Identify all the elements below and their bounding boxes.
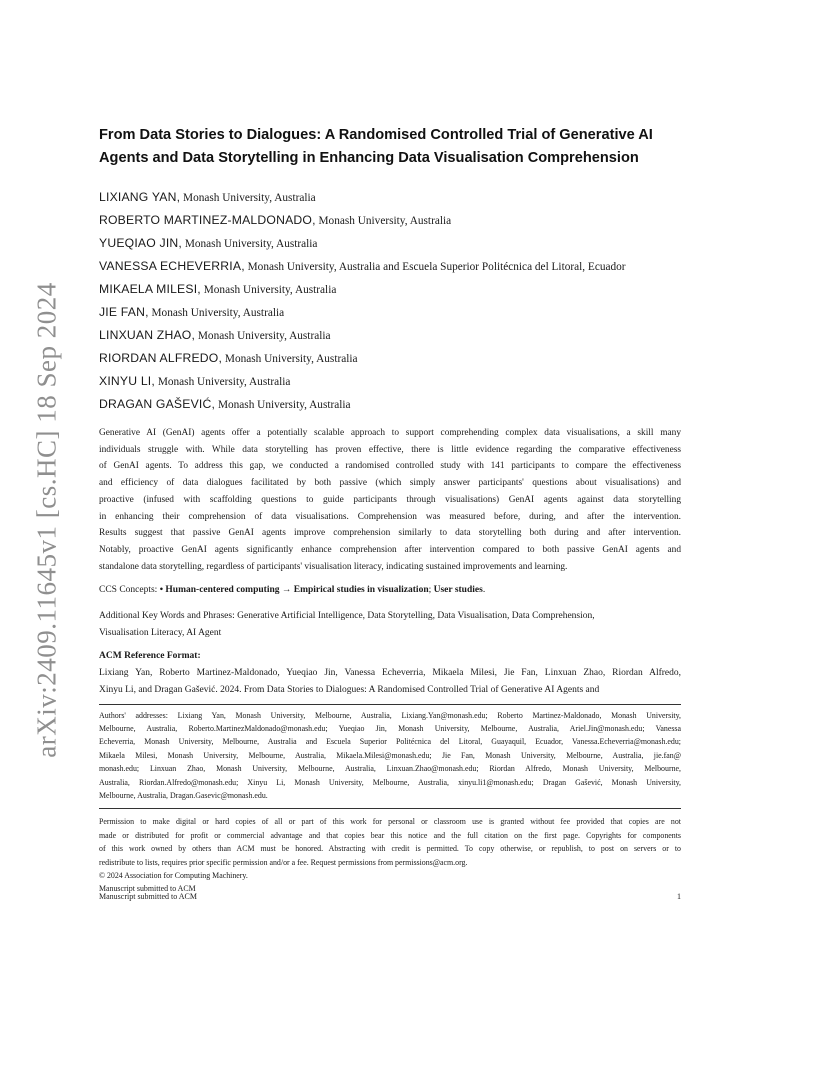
author-affiliation: Monash University, Australia	[224, 353, 358, 365]
author-entry	[99, 186, 681, 209]
permission-line: Permission to make digital or hard copies of all or part of this work for personal or classroom use is granted without fee provided that copies are not	[99, 817, 681, 827]
abstract	[99, 425, 681, 575]
address-line: Echeverria, Monash University, Melbourne, Australia and Escuela Superior Politécnica del Litoral, Guayaquil, Ecuador, Vanessa.Echeverria@monash.edu;	[99, 737, 681, 747]
divider	[99, 704, 681, 705]
permission-notice	[99, 815, 681, 895]
author-entry	[99, 232, 681, 255]
author-affiliation: Monash University, Australia	[183, 192, 316, 204]
abstract-line: proactive (infused with scaffolding questions to guide participants through visualisations) GenAI agents against data storytelling	[99, 494, 681, 505]
page-number: 1	[677, 892, 681, 901]
author-name: DRAGAN GAŠEVIĆ,	[99, 397, 216, 411]
ccs-bullet: •	[159, 585, 166, 596]
author-addresses	[99, 709, 681, 803]
author-name: ROBERTO MARTINEZ-MALDONADO,	[99, 213, 316, 227]
author-name: VANESSA ECHEVERRIA,	[99, 259, 245, 273]
ccs-concepts	[99, 582, 681, 599]
ccs-concept: Human-centered computing → Empirical studies in visualization	[165, 585, 429, 596]
author-entry	[99, 370, 681, 393]
author-name: RIORDAN ALFREDO,	[99, 351, 223, 365]
author-name: LIXIANG YAN,	[99, 190, 181, 204]
address-line: monash.edu; Linxuan Zhao, Monash University, Melbourne, Australia, Linxuan.Zhao@monash.edu; Riordan Alfredo, Monash University, Melbourne,	[99, 764, 681, 774]
abstract-line: Results suggest that passive GenAI agents improve comprehension similarly to data storytelling both during and after intervention.	[99, 528, 681, 539]
address-line: Authors' addresses: Lixiang Yan, Monash University, Melbourne, Australia, Lixiang.Yan@monash.edu; Roberto Martinez-Maldonado, Monash University,	[99, 710, 681, 720]
author-entry	[99, 347, 681, 370]
author-name: XINYU LI,	[99, 374, 155, 388]
author-entry	[99, 324, 681, 347]
abstract-line: standalone data storytelling, regardless of participants' visualisation literacy, indicating sustained improvements and learning.	[99, 561, 568, 572]
author-name: LINXUAN ZHAO,	[99, 328, 196, 342]
keywords-line: Additional Key Words and Phrases: Generative Artificial Intelligence, Data Storytelling, Data Visualisation, Data Comprehension,	[99, 611, 595, 622]
author-affiliation: Monash University, Australia	[184, 238, 318, 250]
arxiv-identifier-stamp: arXiv:2409.11645v1 [cs.HC] 18 Sep 2024	[31, 282, 62, 758]
author-entry	[99, 393, 681, 416]
footer-manuscript-label: Manuscript submitted to ACM	[99, 892, 197, 901]
abstract-line: in enhancing their comprehension of data visualisations. Comprehension was measured before, during, and after the intervention.	[99, 511, 681, 522]
author-list	[99, 186, 681, 416]
ccs-separator: ;	[428, 585, 434, 596]
permission-line: of this work owned by others than ACM must be honored. Abstracting with credit is permitted. To copy otherwise, or republish, to post on servers or to	[99, 844, 681, 854]
author-affiliation: Monash University, Australia	[157, 376, 291, 388]
permission-line: made or distributed for profit or commercial advantage and that copies bear this notice and the full citation on the first page. Copyrights for components	[99, 830, 681, 840]
author-name: MIKAELA MILESI,	[99, 282, 201, 296]
abstract-line: Notably, proactive GenAI agents significantly enhance comprehension after intervention compared to both passive GenAI agents and	[99, 544, 681, 555]
keywords-line: Visualisation Literacy, AI Agent	[99, 627, 222, 638]
acm-reference-heading: ACM Reference Format:	[99, 651, 201, 662]
address-line: Australia, Riordan.Alfredo@monash.edu; Xinyu Li, Monash University, Melbourne, Australia, xinyu.li1@monash.edu; Dragan Gašević, Monash University,	[99, 777, 681, 787]
ccs-concept-secondary: User studies	[433, 585, 483, 596]
title-line: From Data Stories to Dialogues: A Randomised Controlled Trial of Generative AI	[99, 127, 653, 143]
abstract-line: individuals struggle with. While data storytelling has proven effective, there is little evidence regarding the comparative effectiveness	[99, 444, 681, 455]
address-line: Melbourne, Australia, Dragan.Gasevic@monash.edu.	[99, 790, 268, 800]
author-entry	[99, 301, 681, 324]
address-line: Melbourne, Australia, Roberto.MartinezMaldonado@monash.edu; Yueqiao Jin, Monash University, Melbourne, Australia, Ariel.Jin@monash.edu; Vanessa	[99, 723, 681, 733]
author-name: YUEQIAO JIN,	[99, 236, 182, 250]
title-line: Agents and Data Storytelling in Enhancing Data Visualisation Comprehension	[99, 150, 639, 166]
author-affiliation: Monash University, Australia	[217, 399, 351, 411]
author-affiliation: Monash University, Australia and Escuela Superior Politécnica del Litoral, Ecuador	[247, 261, 626, 273]
acm-reference	[99, 648, 681, 698]
permission-line: redistribute to lists, requires prior specific permission and/or a fee. Request permissions from permissions@acm.org.	[99, 857, 468, 867]
author-affiliation: Monash University, Australia	[151, 307, 285, 319]
acm-reference-line: Xinyu Li, and Dragan Gašević. 2024. From Data Stories to Dialogues: A Randomised Controlled Trial of Generative AI Agents and	[99, 684, 600, 695]
author-entry	[99, 255, 681, 278]
abstract-line: Generative AI (GenAI) agents offer a potentially scalable approach to support comprehending complex data visualisations, a skill many	[99, 428, 681, 438]
author-affiliation: Monash University, Australia	[318, 215, 452, 227]
address-line: Mikaela Milesi, Monash University, Melbourne, Australia, Mikaela.Milesi@monash.edu; Jie Fan, Monash University, Melbourne, Australia, jie.fan@	[99, 750, 681, 760]
copyright-line: © 2024 Association for Computing Machinery.	[99, 871, 248, 881]
ccs-end: .	[482, 585, 486, 596]
abstract-line: and efficiency of data dialogues facilitated by both passive (which simply answer participants' questions about visualisations) and	[99, 478, 681, 489]
paper-first-page	[99, 124, 681, 896]
acm-reference-line: Lixiang Yan, Roberto Martinez-Maldonado, Yueqiao Jin, Vanessa Echeverria, Mikaela Milesi, Jie Fan, Linxuan Zhao, Riordan Alfredo,	[99, 668, 681, 679]
ccs-label: CCS Concepts:	[99, 585, 160, 596]
author-entry	[99, 209, 681, 232]
author-name: JIE FAN,	[99, 305, 149, 319]
paper-title	[99, 124, 681, 170]
author-affiliation: Monash University, Australia	[197, 330, 331, 342]
divider	[99, 808, 681, 809]
manuscript-note: Manuscript submitted to ACM	[99, 884, 196, 894]
keywords	[99, 608, 681, 641]
author-entry	[99, 278, 681, 301]
abstract-line: of GenAI agents. To address this gap, we conducted a randomised controlled study with 141 participants to compare the effectiveness	[99, 461, 681, 472]
author-affiliation: Monash University, Australia	[203, 284, 337, 296]
